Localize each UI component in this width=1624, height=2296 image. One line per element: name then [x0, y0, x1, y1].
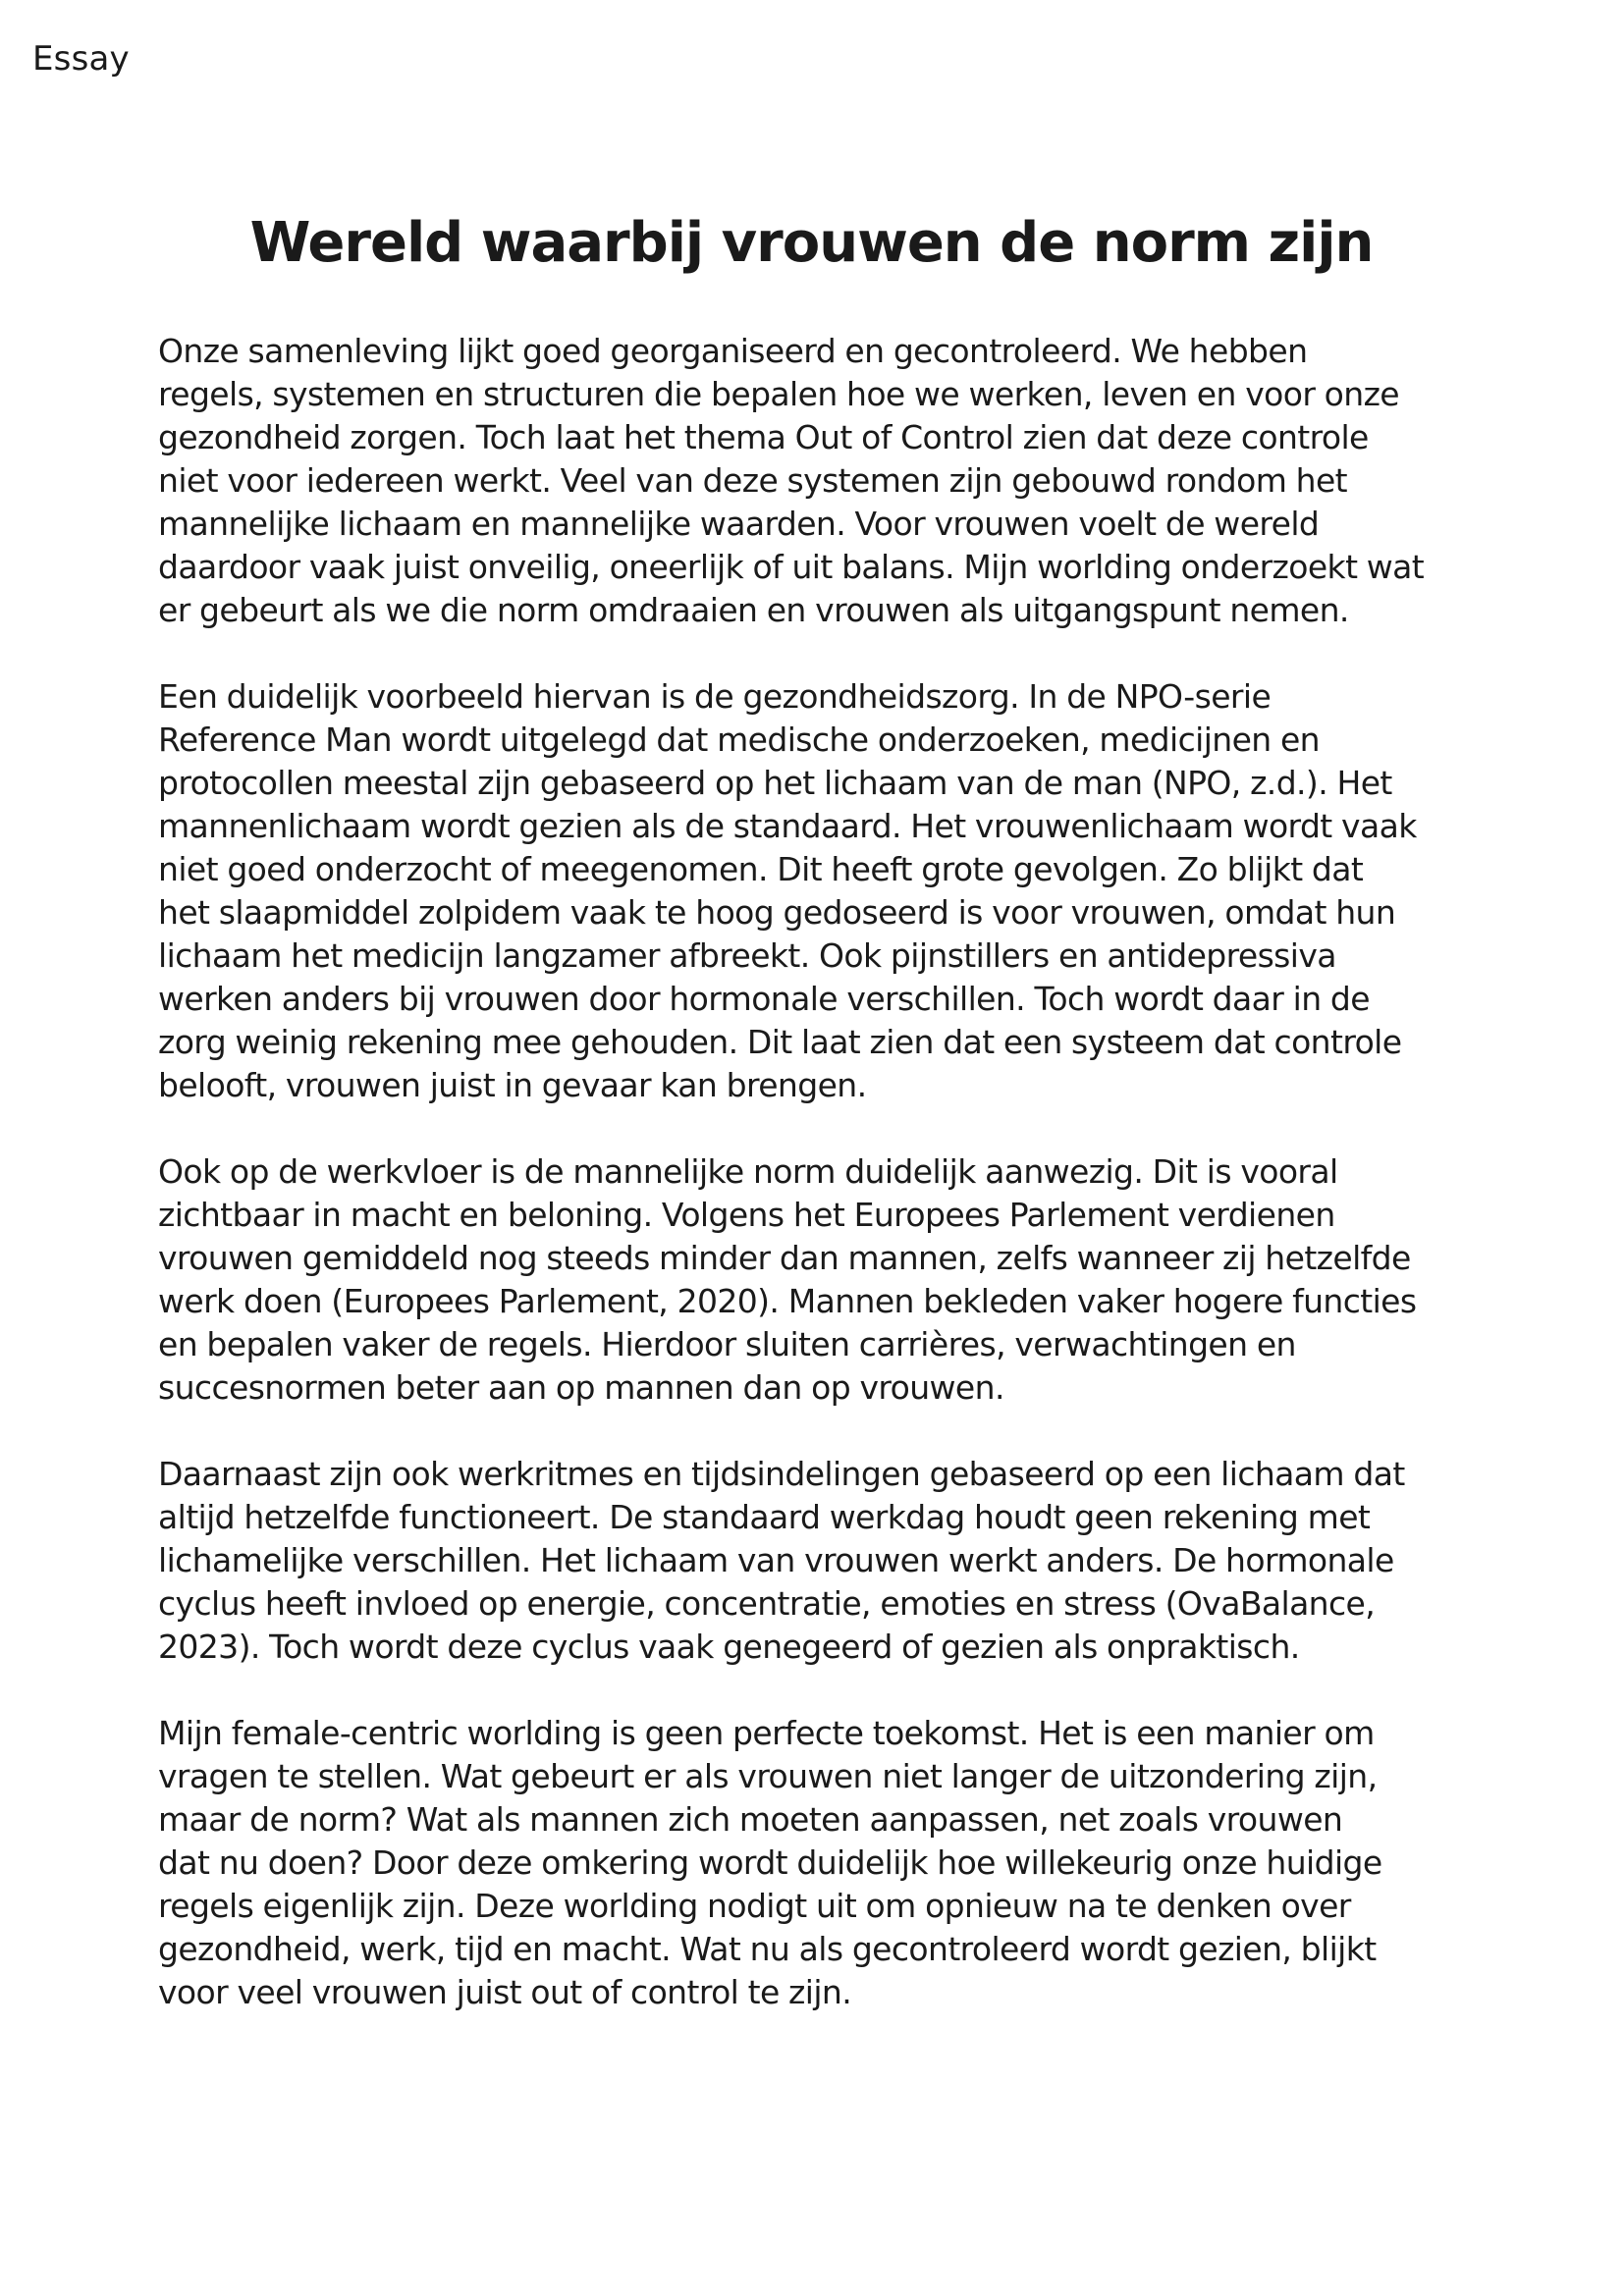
- text-line: voor veel vrouwen juist out of control te zijn.: [158, 1973, 852, 2011]
- text-line: vrouwen gemiddeld nog steeds minder dan mannen, zelfs wanneer zij hetzelfde: [158, 1239, 1411, 1277]
- paragraph-intro: [158, 330, 1493, 632]
- text-line: niet voor iedereen werkt. Veel van deze systemen zijn gebouwd rondom het: [158, 461, 1348, 500]
- paragraph-work-rhythms: [158, 1453, 1493, 1669]
- text-line: cyclus heeft invloed op energie, concentratie, emoties en stress (OvaBalance,: [158, 1584, 1376, 1623]
- text-line: werken anders bij vrouwen door hormonale verschillen. Toch wordt daar in de: [158, 980, 1370, 1018]
- text-line: dat nu doen? Door deze omkering wordt duidelijk hoe willekeurig onze huidige: [158, 1843, 1382, 1882]
- text-line: gezondheid zorgen. Toch laat het thema Out of Control zien dat deze controle: [158, 418, 1369, 456]
- text-line: werk doen (Europees Parlement, 2020). Mannen bekleden vaker hogere functies: [158, 1282, 1417, 1320]
- paragraph-conclusion: [158, 1712, 1493, 2014]
- essay-body: [158, 330, 1493, 2057]
- text-line: regels eigenlijk zijn. Deze worlding nodigt uit om opnieuw na te denken over: [158, 1887, 1351, 1925]
- paragraph-workplace: [158, 1150, 1493, 1410]
- text-line: regels, systemen en structuren die bepalen hoe we werken, leven en voor onze: [158, 375, 1400, 413]
- text-line: het slaapmiddel zolpidem vaak te hoog gedoseerd is voor vrouwen, omdat hun: [158, 893, 1396, 932]
- text-line: lichaam het medicijn langzamer afbreekt. Ook pijnstillers en antidepressiva: [158, 936, 1336, 975]
- text-line: daardoor vaak juist onveilig, oneerlijk of uit balans. Mijn worlding onderzoekt wat: [158, 548, 1425, 586]
- text-line: Daarnaast zijn ook werkritmes en tijdsindelingen gebaseerd op een lichaam dat: [158, 1455, 1405, 1493]
- section-label: Essay: [32, 39, 130, 79]
- text-line: niet goed onderzocht of meegenomen. Dit heeft grote gevolgen. Zo blijkt dat: [158, 850, 1364, 888]
- text-line: Ook op de werkvloer is de mannelijke norm duidelijk aanwezig. Dit is vooral: [158, 1152, 1338, 1191]
- text-line: zorg weinig rekening mee gehouden. Dit laat zien dat een systeem dat controle: [158, 1023, 1402, 1061]
- text-line: mannenlichaam wordt gezien als de standaard. Het vrouwenlichaam wordt vaak: [158, 807, 1417, 845]
- text-line: lichamelijke verschillen. Het lichaam van vrouwen werkt anders. De hormonale: [158, 1541, 1394, 1579]
- text-line: maar de norm? Wat als mannen zich moeten aanpassen, net zoals vrouwen: [158, 1800, 1343, 1839]
- text-line: Reference Man wordt uitgelegd dat medische onderzoeken, medicijnen en: [158, 721, 1320, 759]
- text-line: Onze samenleving lijkt goed georganiseerd en gecontroleerd. We hebben: [158, 332, 1308, 370]
- text-line: altijd hetzelfde functioneert. De standaard werkdag houdt geen rekening met: [158, 1498, 1371, 1536]
- text-line: Mijn female-centric worlding is geen perfecte toekomst. Het is een manier om: [158, 1714, 1375, 1752]
- text-line: gezondheid, werk, tijd en macht. Wat nu als gecontroleerd wordt gezien, blijkt: [158, 1930, 1377, 1968]
- text-line: mannelijke lichaam en mannelijke waarden. Voor vrouwen voelt de wereld: [158, 505, 1320, 543]
- text-line: zichtbaar in macht en beloning. Volgens het Europees Parlement verdienen: [158, 1196, 1335, 1234]
- text-line: protocollen meestal zijn gebaseerd op het lichaam van de man (NPO, z.d.). Het: [158, 764, 1392, 802]
- paragraph-healthcare: [158, 675, 1493, 1107]
- text-line: belooft, vrouwen juist in gevaar kan brengen.: [158, 1066, 867, 1104]
- text-line: 2023). Toch wordt deze cyclus vaak genegeerd of gezien als onpraktisch.: [158, 1628, 1300, 1666]
- text-line: succesnormen beter aan op mannen dan op vrouwen.: [158, 1368, 1004, 1407]
- text-line: er gebeurt als we die norm omdraaien en vrouwen als uitgangspunt nemen.: [158, 591, 1349, 629]
- text-line: vragen te stellen. Wat gebeurt er als vrouwen niet langer de uitzondering zijn,: [158, 1757, 1378, 1795]
- text-line: en bepalen vaker de regels. Hierdoor sluiten carrières, verwachtingen en: [158, 1325, 1296, 1363]
- page-title: Wereld waarbij vrouwen de norm zijn: [249, 211, 1374, 275]
- text-line: Een duidelijk voorbeeld hiervan is de gezondheidszorg. In de NPO-serie: [158, 677, 1272, 716]
